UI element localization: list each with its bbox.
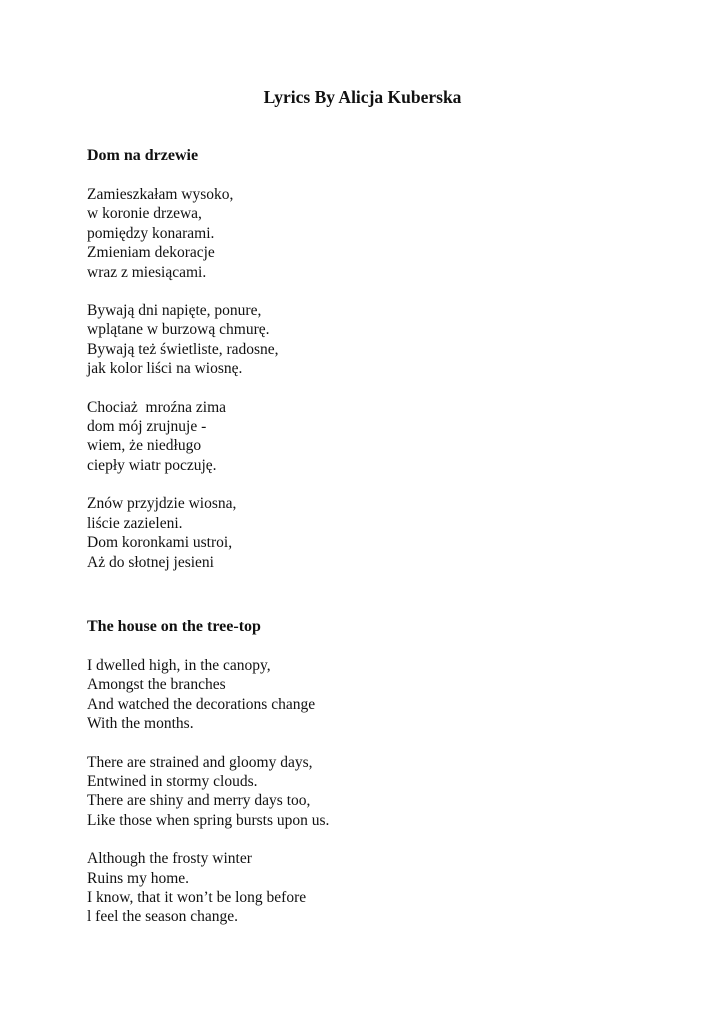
stanza bbox=[87, 185, 647, 282]
poem-line: Znów przyjdzie wiosna, bbox=[87, 495, 237, 513]
poem-line: Zmieniam dekoracje bbox=[87, 244, 215, 262]
poem-line: w koronie drzewa, bbox=[87, 205, 202, 223]
poem-line: I dwelled high, in the canopy, bbox=[87, 657, 271, 674]
poem-line: Ruins my home. bbox=[87, 869, 190, 887]
poem-line: Aż do słotnej jesieni bbox=[87, 553, 214, 571]
stanza bbox=[87, 301, 647, 379]
poem-line: Bywają dni napięte, ponure, bbox=[87, 302, 262, 320]
stanza bbox=[87, 398, 647, 476]
poem-line: Chociaż mroźna zima bbox=[87, 398, 227, 416]
poem-line: Zamieszkałam wysoko, bbox=[87, 186, 234, 203]
poem-line: Entwined in stormy clouds. bbox=[87, 773, 258, 791]
poem-line: And watched the decorations change bbox=[87, 695, 316, 713]
poem-line: wiem, że niedługo bbox=[87, 437, 202, 455]
poem-line: Like those when spring bursts upon us. bbox=[87, 811, 330, 829]
poem-line: Amongst the branches bbox=[87, 676, 226, 694]
poem-line: With the months. bbox=[87, 715, 194, 733]
document-title: Lyrics By Alicja Kuberska bbox=[263, 87, 462, 107]
stanza bbox=[87, 656, 647, 734]
poem-line: There are strained and gloomy days, bbox=[87, 753, 313, 771]
poem-line: jak kolor liści na wiosnę. bbox=[87, 360, 243, 378]
poem-line: wplątane w burzową chmurę. bbox=[87, 321, 270, 339]
poem-line: I know, that it won’t be long before bbox=[87, 889, 307, 907]
poem-title: Dom na drzewie bbox=[87, 147, 199, 164]
poem-title: The house on the tree-top bbox=[87, 618, 261, 635]
poem-line: There are shiny and merry days too, bbox=[87, 792, 311, 810]
poem-line: ciepły wiatr poczuję. bbox=[87, 456, 217, 474]
poem-line: Bywają też świetliste, radosne, bbox=[87, 340, 279, 358]
stanza bbox=[87, 494, 647, 572]
poem-line: pomiędzy konarami. bbox=[87, 224, 215, 242]
poem-polish bbox=[87, 146, 647, 591]
poem-line: l feel the season change. bbox=[87, 908, 239, 926]
stanza bbox=[87, 849, 647, 927]
poem-line: Dom koronkami ustroi, bbox=[87, 534, 233, 552]
stanza bbox=[87, 753, 647, 831]
poem-line: liście zazieleni. bbox=[87, 514, 183, 532]
poem-line: Although the frosty winter bbox=[87, 850, 252, 868]
poem-line: dom mój zrujnuje - bbox=[87, 418, 207, 436]
poem-line: wraz z miesiącami. bbox=[87, 263, 207, 281]
poem-english bbox=[87, 617, 647, 946]
